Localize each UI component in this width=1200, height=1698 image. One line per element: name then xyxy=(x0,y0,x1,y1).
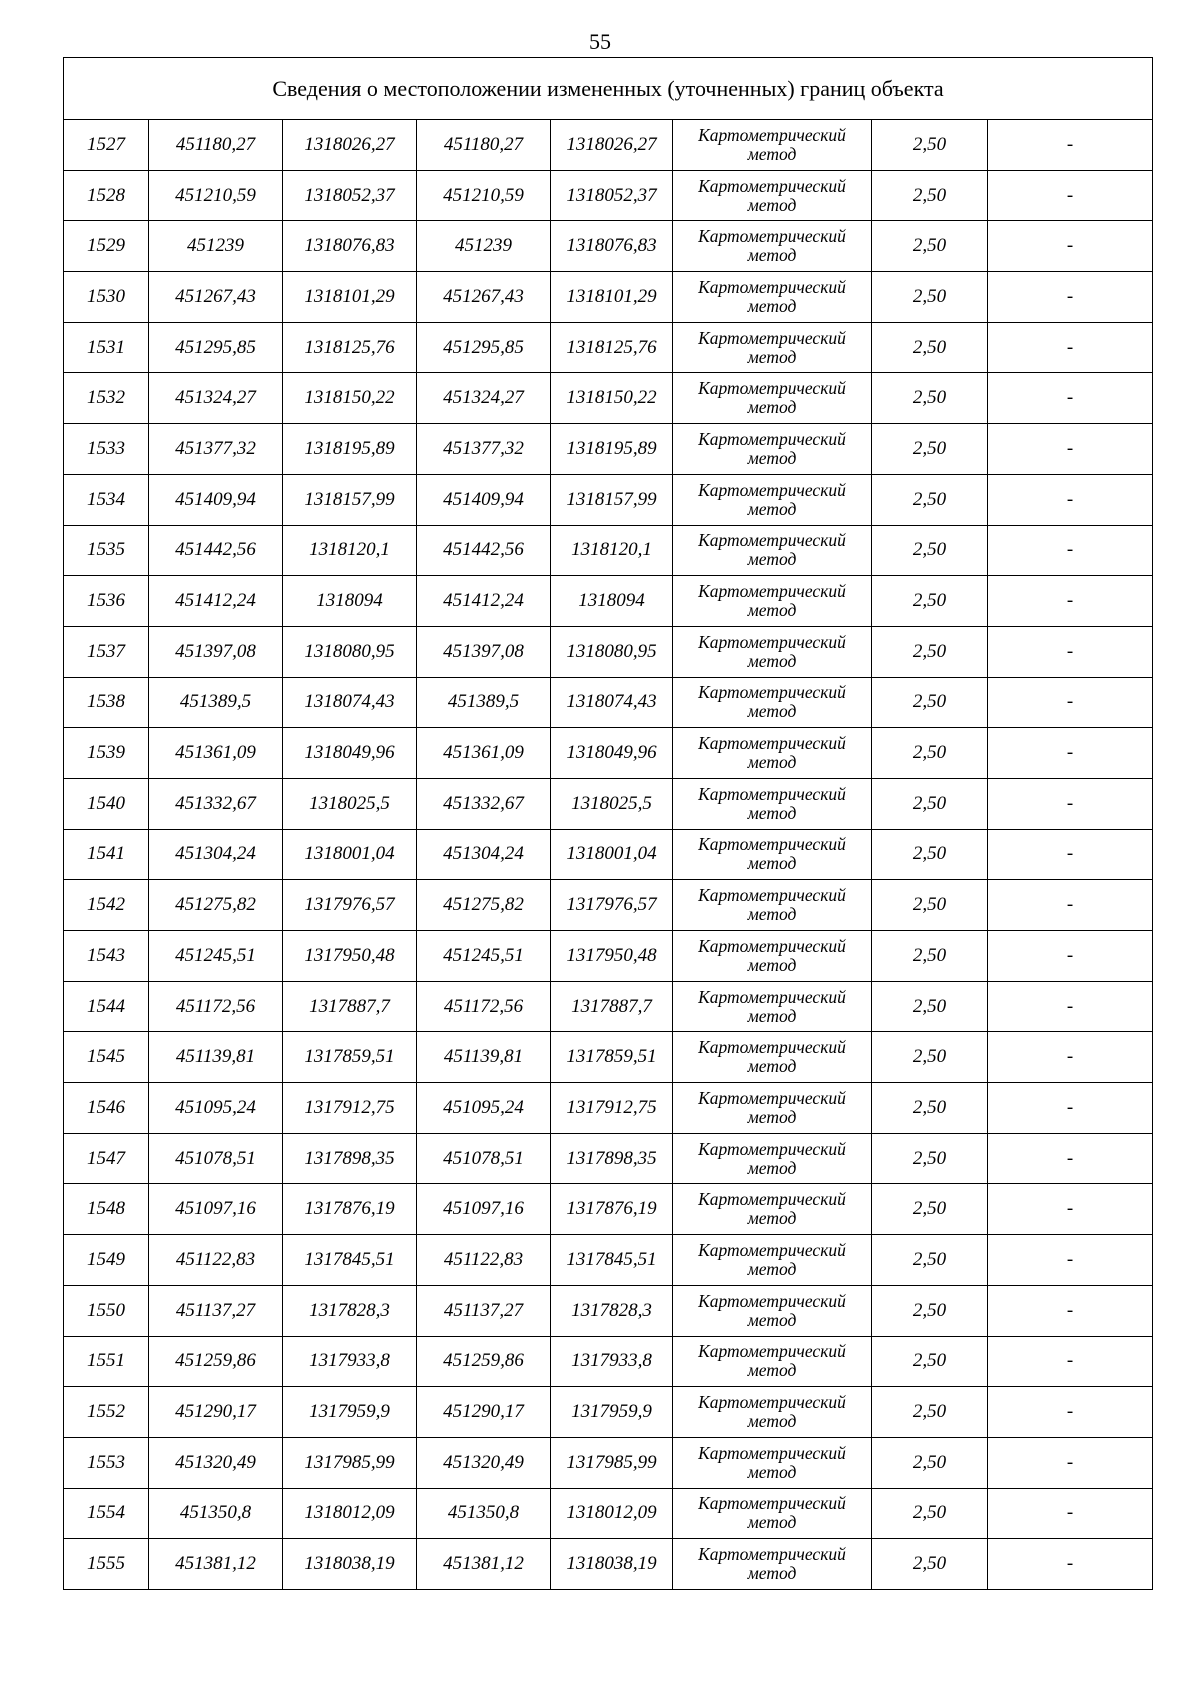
refined-y-cell: 1318052,37 xyxy=(551,170,673,221)
method-cell: Картометрический метод xyxy=(673,1083,872,1134)
mark-description-cell: - xyxy=(988,981,1153,1032)
method-cell: Картометрический метод xyxy=(673,1184,872,1235)
point-number-cell: 1541 xyxy=(64,829,149,880)
point-number-cell: 1542 xyxy=(64,880,149,931)
refined-x-cell: 451210,59 xyxy=(417,170,551,221)
accuracy-cell: 2,50 xyxy=(872,120,988,171)
table-row xyxy=(64,677,1153,728)
existing-x-cell: 451381,12 xyxy=(149,1539,283,1590)
method-cell: Картометрический метод xyxy=(673,1488,872,1539)
existing-x-cell: 451320,49 xyxy=(149,1437,283,1488)
point-number-cell: 1536 xyxy=(64,576,149,627)
accuracy-cell: 2,50 xyxy=(872,626,988,677)
method-cell: Картометрический метод xyxy=(673,272,872,323)
existing-y-cell: 1317845,51 xyxy=(283,1235,417,1286)
method-cell: Картометрический метод xyxy=(673,120,872,171)
refined-y-cell: 1317876,19 xyxy=(551,1184,673,1235)
method-cell: Картометрический метод xyxy=(673,1539,872,1590)
point-number-cell: 1553 xyxy=(64,1437,149,1488)
refined-y-cell: 1318150,22 xyxy=(551,373,673,424)
method-cell: Картометрический метод xyxy=(673,1032,872,1083)
point-number-cell: 1535 xyxy=(64,525,149,576)
table-row xyxy=(64,525,1153,576)
mark-description-cell: - xyxy=(988,1032,1153,1083)
method-cell: Картометрический метод xyxy=(673,1133,872,1184)
point-number-cell: 1548 xyxy=(64,1184,149,1235)
table-row xyxy=(64,1133,1153,1184)
refined-x-cell: 451320,49 xyxy=(417,1437,551,1488)
point-number-cell: 1532 xyxy=(64,373,149,424)
refined-y-cell: 1318157,99 xyxy=(551,474,673,525)
accuracy-cell: 2,50 xyxy=(872,1488,988,1539)
existing-x-cell: 451290,17 xyxy=(149,1387,283,1438)
refined-x-cell: 451122,83 xyxy=(417,1235,551,1286)
accuracy-cell: 2,50 xyxy=(872,677,988,728)
table-row xyxy=(64,272,1153,323)
table-row xyxy=(64,474,1153,525)
table-row xyxy=(64,626,1153,677)
table-row xyxy=(64,322,1153,373)
point-number-cell: 1527 xyxy=(64,120,149,171)
point-number-cell: 1543 xyxy=(64,931,149,982)
table-row xyxy=(64,829,1153,880)
mark-description-cell: - xyxy=(988,931,1153,982)
refined-y-cell: 1318125,76 xyxy=(551,322,673,373)
existing-x-cell: 451442,56 xyxy=(149,525,283,576)
refined-x-cell: 451180,27 xyxy=(417,120,551,171)
table-row xyxy=(64,1285,1153,1336)
refined-y-cell: 1318001,04 xyxy=(551,829,673,880)
refined-y-cell: 1317950,48 xyxy=(551,931,673,982)
accuracy-cell: 2,50 xyxy=(872,322,988,373)
refined-x-cell: 451137,27 xyxy=(417,1285,551,1336)
existing-y-cell: 1318120,1 xyxy=(283,525,417,576)
refined-x-cell: 451361,09 xyxy=(417,728,551,779)
mark-description-cell: - xyxy=(988,880,1153,931)
refined-x-cell: 451239 xyxy=(417,221,551,272)
existing-y-cell: 1317898,35 xyxy=(283,1133,417,1184)
refined-x-cell: 451304,24 xyxy=(417,829,551,880)
mark-description-cell: - xyxy=(988,1133,1153,1184)
accuracy-cell: 2,50 xyxy=(872,1032,988,1083)
refined-x-cell: 451078,51 xyxy=(417,1133,551,1184)
accuracy-cell: 2,50 xyxy=(872,1285,988,1336)
existing-y-cell: 1317828,3 xyxy=(283,1285,417,1336)
method-cell: Картометрический метод xyxy=(673,626,872,677)
table-title: Сведения о местоположении измененных (уточненных) границ объекта xyxy=(64,58,1153,120)
existing-y-cell: 1318026,27 xyxy=(283,120,417,171)
existing-y-cell: 1317933,8 xyxy=(283,1336,417,1387)
refined-x-cell: 451332,67 xyxy=(417,778,551,829)
accuracy-cell: 2,50 xyxy=(872,829,988,880)
method-cell: Картометрический метод xyxy=(673,1336,872,1387)
accuracy-cell: 2,50 xyxy=(872,474,988,525)
existing-y-cell: 1318038,19 xyxy=(283,1539,417,1590)
method-cell: Картометрический метод xyxy=(673,981,872,1032)
method-cell: Картометрический метод xyxy=(673,1285,872,1336)
mark-description-cell: - xyxy=(988,778,1153,829)
existing-x-cell: 451377,32 xyxy=(149,424,283,475)
refined-x-cell: 451377,32 xyxy=(417,424,551,475)
refined-x-cell: 451267,43 xyxy=(417,272,551,323)
existing-x-cell: 451361,09 xyxy=(149,728,283,779)
refined-x-cell: 451409,94 xyxy=(417,474,551,525)
point-number-cell: 1549 xyxy=(64,1235,149,1286)
existing-y-cell: 1318101,29 xyxy=(283,272,417,323)
accuracy-cell: 2,50 xyxy=(872,1336,988,1387)
mark-description-cell: - xyxy=(988,626,1153,677)
mark-description-cell: - xyxy=(988,1235,1153,1286)
point-number-cell: 1528 xyxy=(64,170,149,221)
method-cell: Картометрический метод xyxy=(673,474,872,525)
existing-y-cell: 1318074,43 xyxy=(283,677,417,728)
refined-x-cell: 451139,81 xyxy=(417,1032,551,1083)
refined-x-cell: 451259,86 xyxy=(417,1336,551,1387)
point-number-cell: 1530 xyxy=(64,272,149,323)
method-cell: Картометрический метод xyxy=(673,1387,872,1438)
existing-x-cell: 451239 xyxy=(149,221,283,272)
accuracy-cell: 2,50 xyxy=(872,880,988,931)
accuracy-cell: 2,50 xyxy=(872,1235,988,1286)
table-row xyxy=(64,1235,1153,1286)
refined-y-cell: 1318012,09 xyxy=(551,1488,673,1539)
point-number-cell: 1529 xyxy=(64,221,149,272)
method-cell: Картометрический метод xyxy=(673,322,872,373)
method-cell: Картометрический метод xyxy=(673,880,872,931)
refined-x-cell: 451275,82 xyxy=(417,880,551,931)
existing-x-cell: 451245,51 xyxy=(149,931,283,982)
refined-x-cell: 451389,5 xyxy=(417,677,551,728)
existing-x-cell: 451412,24 xyxy=(149,576,283,627)
existing-y-cell: 1317876,19 xyxy=(283,1184,417,1235)
existing-y-cell: 1317859,51 xyxy=(283,1032,417,1083)
table-row xyxy=(64,778,1153,829)
mark-description-cell: - xyxy=(988,1184,1153,1235)
accuracy-cell: 2,50 xyxy=(872,1387,988,1438)
mark-description-cell: - xyxy=(988,1336,1153,1387)
refined-y-cell: 1318074,43 xyxy=(551,677,673,728)
mark-description-cell: - xyxy=(988,474,1153,525)
table-row xyxy=(64,1387,1153,1438)
existing-y-cell: 1318157,99 xyxy=(283,474,417,525)
table-row xyxy=(64,1032,1153,1083)
refined-x-cell: 451295,85 xyxy=(417,322,551,373)
existing-x-cell: 451409,94 xyxy=(149,474,283,525)
method-cell: Картометрический метод xyxy=(673,829,872,880)
mark-description-cell: - xyxy=(988,576,1153,627)
existing-x-cell: 451137,27 xyxy=(149,1285,283,1336)
table-row xyxy=(64,1488,1153,1539)
point-number-cell: 1554 xyxy=(64,1488,149,1539)
point-number-cell: 1546 xyxy=(64,1083,149,1134)
mark-description-cell: - xyxy=(988,322,1153,373)
mark-description-cell: - xyxy=(988,170,1153,221)
method-cell: Картометрический метод xyxy=(673,931,872,982)
method-cell: Картометрический метод xyxy=(673,424,872,475)
point-number-cell: 1534 xyxy=(64,474,149,525)
accuracy-cell: 2,50 xyxy=(872,728,988,779)
table-title-row xyxy=(64,58,1153,120)
table-row xyxy=(64,728,1153,779)
refined-y-cell: 1317976,57 xyxy=(551,880,673,931)
accuracy-cell: 2,50 xyxy=(872,525,988,576)
accuracy-cell: 2,50 xyxy=(872,931,988,982)
accuracy-cell: 2,50 xyxy=(872,981,988,1032)
refined-y-cell: 1317898,35 xyxy=(551,1133,673,1184)
existing-y-cell: 1317959,9 xyxy=(283,1387,417,1438)
existing-y-cell: 1318125,76 xyxy=(283,322,417,373)
mark-description-cell: - xyxy=(988,221,1153,272)
point-number-cell: 1551 xyxy=(64,1336,149,1387)
refined-x-cell: 451397,08 xyxy=(417,626,551,677)
method-cell: Картометрический метод xyxy=(673,525,872,576)
point-number-cell: 1544 xyxy=(64,981,149,1032)
existing-x-cell: 451397,08 xyxy=(149,626,283,677)
existing-y-cell: 1317912,75 xyxy=(283,1083,417,1134)
refined-x-cell: 451381,12 xyxy=(417,1539,551,1590)
mark-description-cell: - xyxy=(988,272,1153,323)
accuracy-cell: 2,50 xyxy=(872,1184,988,1235)
existing-x-cell: 451332,67 xyxy=(149,778,283,829)
point-number-cell: 1552 xyxy=(64,1387,149,1438)
mark-description-cell: - xyxy=(988,525,1153,576)
refined-y-cell: 1318195,89 xyxy=(551,424,673,475)
table-row xyxy=(64,424,1153,475)
existing-x-cell: 451350,8 xyxy=(149,1488,283,1539)
existing-y-cell: 1318150,22 xyxy=(283,373,417,424)
point-number-cell: 1545 xyxy=(64,1032,149,1083)
existing-y-cell: 1318025,5 xyxy=(283,778,417,829)
existing-x-cell: 451259,86 xyxy=(149,1336,283,1387)
refined-x-cell: 451324,27 xyxy=(417,373,551,424)
table-row xyxy=(64,373,1153,424)
mark-description-cell: - xyxy=(988,1387,1153,1438)
table-row xyxy=(64,170,1153,221)
table-row xyxy=(64,981,1153,1032)
mark-description-cell: - xyxy=(988,1488,1153,1539)
existing-x-cell: 451324,27 xyxy=(149,373,283,424)
table-row xyxy=(64,880,1153,931)
existing-x-cell: 451172,56 xyxy=(149,981,283,1032)
accuracy-cell: 2,50 xyxy=(872,576,988,627)
point-number-cell: 1539 xyxy=(64,728,149,779)
refined-y-cell: 1317828,3 xyxy=(551,1285,673,1336)
refined-x-cell: 451290,17 xyxy=(417,1387,551,1438)
table-row xyxy=(64,221,1153,272)
existing-y-cell: 1318049,96 xyxy=(283,728,417,779)
mark-description-cell: - xyxy=(988,1285,1153,1336)
existing-y-cell: 1317950,48 xyxy=(283,931,417,982)
existing-x-cell: 451139,81 xyxy=(149,1032,283,1083)
existing-y-cell: 1318076,83 xyxy=(283,221,417,272)
refined-y-cell: 1317985,99 xyxy=(551,1437,673,1488)
table-row xyxy=(64,1437,1153,1488)
mark-description-cell: - xyxy=(988,1083,1153,1134)
page-number: 55 xyxy=(589,29,611,54)
accuracy-cell: 2,50 xyxy=(872,778,988,829)
method-cell: Картометрический метод xyxy=(673,1437,872,1488)
existing-x-cell: 451295,85 xyxy=(149,322,283,373)
point-number-cell: 1547 xyxy=(64,1133,149,1184)
point-number-cell: 1537 xyxy=(64,626,149,677)
existing-x-cell: 451210,59 xyxy=(149,170,283,221)
mark-description-cell: - xyxy=(988,829,1153,880)
point-number-cell: 1538 xyxy=(64,677,149,728)
refined-y-cell: 1318094 xyxy=(551,576,673,627)
method-cell: Картометрический метод xyxy=(673,373,872,424)
method-cell: Картометрический метод xyxy=(673,728,872,779)
existing-x-cell: 451122,83 xyxy=(149,1235,283,1286)
table-row xyxy=(64,576,1153,627)
refined-x-cell: 451245,51 xyxy=(417,931,551,982)
accuracy-cell: 2,50 xyxy=(872,1437,988,1488)
refined-y-cell: 1318025,5 xyxy=(551,778,673,829)
method-cell: Картометрический метод xyxy=(673,677,872,728)
existing-y-cell: 1318080,95 xyxy=(283,626,417,677)
existing-x-cell: 451304,24 xyxy=(149,829,283,880)
table-row xyxy=(64,931,1153,982)
existing-x-cell: 451095,24 xyxy=(149,1083,283,1134)
refined-x-cell: 451442,56 xyxy=(417,525,551,576)
refined-x-cell: 451350,8 xyxy=(417,1488,551,1539)
existing-y-cell: 1318094 xyxy=(283,576,417,627)
existing-x-cell: 451275,82 xyxy=(149,880,283,931)
existing-x-cell: 451180,27 xyxy=(149,120,283,171)
accuracy-cell: 2,50 xyxy=(872,1539,988,1590)
refined-x-cell: 451095,24 xyxy=(417,1083,551,1134)
mark-description-cell: - xyxy=(988,373,1153,424)
refined-x-cell: 451412,24 xyxy=(417,576,551,627)
point-number-cell: 1555 xyxy=(64,1539,149,1590)
table-row xyxy=(64,1539,1153,1590)
accuracy-cell: 2,50 xyxy=(872,1083,988,1134)
method-cell: Картометрический метод xyxy=(673,221,872,272)
refined-y-cell: 1318049,96 xyxy=(551,728,673,779)
point-number-cell: 1550 xyxy=(64,1285,149,1336)
mark-description-cell: - xyxy=(988,1437,1153,1488)
table-row xyxy=(64,120,1153,171)
point-number-cell: 1533 xyxy=(64,424,149,475)
accuracy-cell: 2,50 xyxy=(872,170,988,221)
existing-y-cell: 1318195,89 xyxy=(283,424,417,475)
refined-y-cell: 1317933,8 xyxy=(551,1336,673,1387)
boundary-coordinates-table xyxy=(63,57,1153,1590)
refined-y-cell: 1318101,29 xyxy=(551,272,673,323)
mark-description-cell: - xyxy=(988,424,1153,475)
existing-y-cell: 1317985,99 xyxy=(283,1437,417,1488)
point-number-cell: 1531 xyxy=(64,322,149,373)
existing-x-cell: 451267,43 xyxy=(149,272,283,323)
refined-y-cell: 1318076,83 xyxy=(551,221,673,272)
point-number-cell: 1540 xyxy=(64,778,149,829)
mark-description-cell: - xyxy=(988,1539,1153,1590)
accuracy-cell: 2,50 xyxy=(872,1133,988,1184)
table-row xyxy=(64,1184,1153,1235)
refined-y-cell: 1317859,51 xyxy=(551,1032,673,1083)
refined-y-cell: 1318026,27 xyxy=(551,120,673,171)
refined-y-cell: 1317845,51 xyxy=(551,1235,673,1286)
accuracy-cell: 2,50 xyxy=(872,424,988,475)
refined-y-cell: 1318080,95 xyxy=(551,626,673,677)
refined-y-cell: 1317959,9 xyxy=(551,1387,673,1438)
refined-x-cell: 451097,16 xyxy=(417,1184,551,1235)
refined-y-cell: 1317887,7 xyxy=(551,981,673,1032)
mark-description-cell: - xyxy=(988,677,1153,728)
refined-x-cell: 451172,56 xyxy=(417,981,551,1032)
existing-y-cell: 1318052,37 xyxy=(283,170,417,221)
existing-y-cell: 1318001,04 xyxy=(283,829,417,880)
accuracy-cell: 2,50 xyxy=(872,373,988,424)
accuracy-cell: 2,50 xyxy=(872,221,988,272)
mark-description-cell: - xyxy=(988,728,1153,779)
table-row xyxy=(64,1336,1153,1387)
existing-y-cell: 1317887,7 xyxy=(283,981,417,1032)
accuracy-cell: 2,50 xyxy=(872,272,988,323)
existing-x-cell: 451097,16 xyxy=(149,1184,283,1235)
existing-x-cell: 451078,51 xyxy=(149,1133,283,1184)
mark-description-cell: - xyxy=(988,120,1153,171)
method-cell: Картометрический метод xyxy=(673,778,872,829)
table-row xyxy=(64,1083,1153,1134)
refined-y-cell: 1318120,1 xyxy=(551,525,673,576)
existing-y-cell: 1318012,09 xyxy=(283,1488,417,1539)
method-cell: Картометрический метод xyxy=(673,1235,872,1286)
existing-y-cell: 1317976,57 xyxy=(283,880,417,931)
method-cell: Картометрический метод xyxy=(673,576,872,627)
existing-x-cell: 451389,5 xyxy=(149,677,283,728)
method-cell: Картометрический метод xyxy=(673,170,872,221)
refined-y-cell: 1318038,19 xyxy=(551,1539,673,1590)
refined-y-cell: 1317912,75 xyxy=(551,1083,673,1134)
